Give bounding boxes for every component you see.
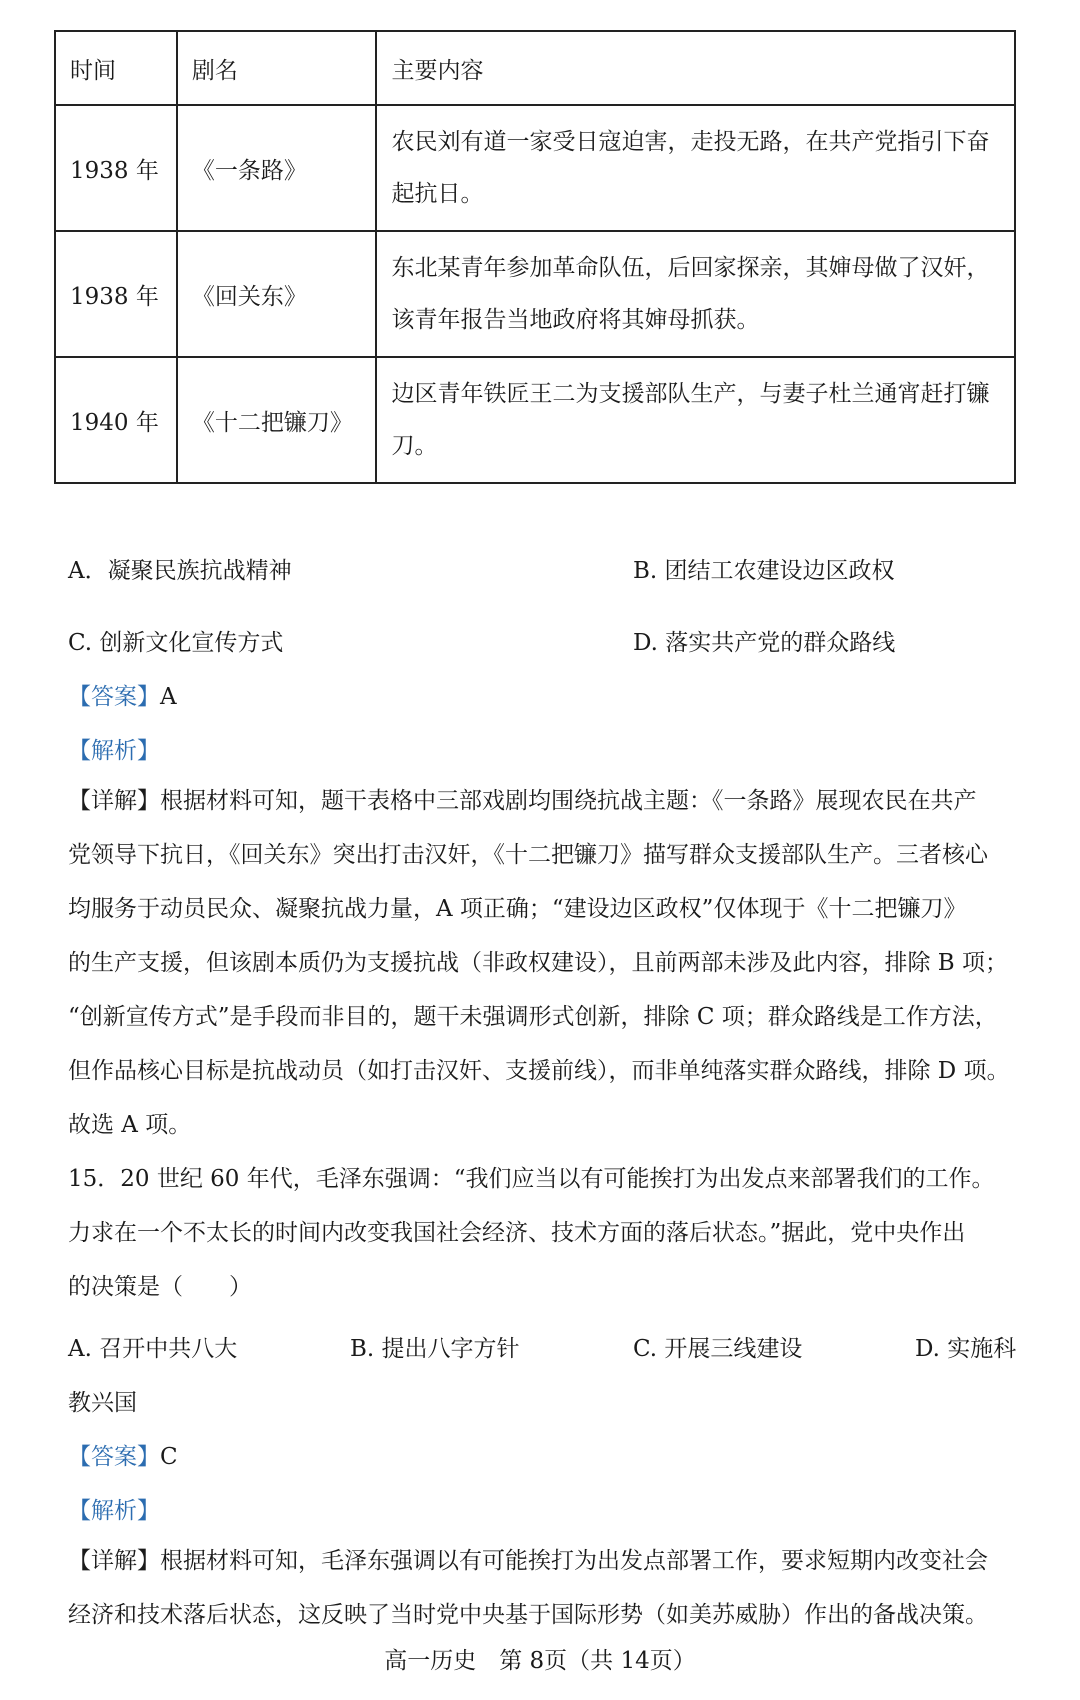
- header-time: 时间: [55, 31, 177, 105]
- answer-value: C: [160, 1444, 178, 1470]
- detail-line: 故选 A 项。: [68, 1112, 192, 1138]
- q15-option-a: A. 召开中共八大: [68, 1336, 238, 1362]
- q15-option-d-continued: 教兴国: [68, 1390, 137, 1416]
- detail-line: 的生产支援，但该剧本质仍为支援抗战（非政权建设），且前两部未涉及此内容，排除 B 项；: [68, 950, 1009, 976]
- q15-stem: [68, 1152, 1028, 1314]
- q14-options-row-2: [68, 624, 1008, 658]
- q15-option-c: C. 开展三线建设: [633, 1336, 803, 1362]
- q14-analysis-tag: 【解析】: [68, 738, 160, 764]
- q15-analysis-tag: 【解析】: [68, 1498, 160, 1524]
- answer-value: A: [160, 684, 177, 710]
- q14-detail: [68, 774, 1028, 1152]
- table-row: [55, 357, 1015, 483]
- answer-tag: 【答案】: [68, 684, 160, 710]
- q15-option-b: B. 提出八字方针: [350, 1336, 520, 1362]
- detail-line: “创新宣传方式”是手段而非目的，题干未强调形式创新，排除 C 项；群众路线是工作方法，: [68, 1004, 998, 1030]
- table-row: [55, 231, 1015, 357]
- q15-detail: [68, 1534, 1028, 1642]
- q14-options-row-1: [68, 552, 1008, 586]
- page-footer: 高一历史 第 8页（共 14页）: [384, 1648, 696, 1674]
- q14-option-a: A．凝聚民族抗战精神: [68, 558, 292, 584]
- table-row: [55, 105, 1015, 231]
- drama-table: [54, 30, 1016, 484]
- q14-option-d: D. 落实共产党的群众路线: [633, 630, 896, 656]
- q15-option-d: D. 实施科: [915, 1336, 1017, 1362]
- cell-time: 1938 年: [55, 231, 177, 357]
- cell-content: 边区青年铁匠王二为支援部队生产，与妻子杜兰通宵赶打镰刀。: [376, 357, 1015, 483]
- cell-time: 1938 年: [55, 105, 177, 231]
- q14-option-b: B. 团结工农建设边区政权: [633, 558, 895, 584]
- cell-name: 《回关东》: [177, 231, 377, 357]
- detail-line: 但作品核心目标是抗战动员（如打击汉奸、支援前线），而非单纯落实群众路线，排除 D 项。: [68, 1058, 1010, 1084]
- cell-content: 东北某青年参加革命队伍，后回家探亲，其婶母做了汉奸，该青年报告当地政府将其婶母抓获。: [376, 231, 1015, 357]
- stem-line: 的决策是（ ）: [68, 1274, 252, 1300]
- q15-answer: [68, 1438, 178, 1471]
- detail-line: 均服务于动员民众、凝聚抗战力量，A 项正确；“建设边区政权”仅体现于《十二把镰刀》: [68, 896, 967, 922]
- detail-tag: 【详解】: [68, 1548, 160, 1574]
- detail-tag: 【详解】: [68, 788, 160, 814]
- stem-line: 力求在一个不太长的时间内改变我国社会经济、技术方面的落后状态。”据此，党中央作出: [68, 1220, 966, 1246]
- table-header-row: [55, 31, 1015, 105]
- detail-line: 党领导下抗日，《回关东》突出打击汉奸，《十二把镰刀》描写群众支援部队生产。三者核心: [68, 842, 988, 868]
- cell-name: 《一条路》: [177, 105, 377, 231]
- cell-time: 1940 年: [55, 357, 177, 483]
- q14-option-c: C. 创新文化宣传方式: [68, 630, 284, 656]
- cell-content: 农民刘有道一家受日寇迫害，走投无路，在共产党指引下奋起抗日。: [376, 105, 1015, 231]
- answer-tag: 【答案】: [68, 1444, 160, 1470]
- stem-line: 15．20 世纪 60 年代，毛泽东强调：“我们应当以有可能挨打为出发点来部署我们的工作。: [68, 1166, 995, 1192]
- detail-line: 经济和技术落后状态，这反映了当时党中央基于国际形势（如美苏威胁）作出的备战决策。: [68, 1602, 988, 1628]
- header-content: 主要内容: [376, 31, 1015, 105]
- detail-line: 【详解】根据材料可知，毛泽东强调以有可能挨打为出发点部署工作，要求短期内改变社会: [68, 1548, 988, 1574]
- q15-options-row: [68, 1330, 1017, 1364]
- q14-answer: [68, 678, 177, 711]
- detail-line: 【详解】根据材料可知，题干表格中三部戏剧均围绕抗战主题：《一条路》展现农民在共产: [68, 788, 977, 814]
- cell-name: 《十二把镰刀》: [177, 357, 377, 483]
- header-name: 剧名: [177, 31, 377, 105]
